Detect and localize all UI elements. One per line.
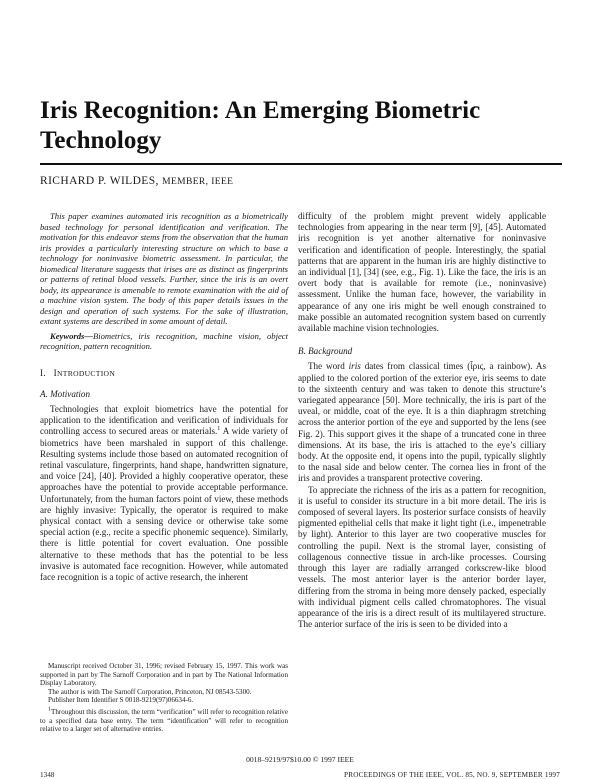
journal-footer: PROCEEDINGS OF THE IEEE, VOL. 85, NO. 9, SEPTEMBER 1997 <box>344 771 560 779</box>
keywords <box>40 331 288 352</box>
title-rule <box>40 163 562 165</box>
background-paragraph-2: To appreciate the richness of the iris as a pattern for recognition, it is useful to consider its structure in a bit more detail. The iris is composed of several layers. Its posterior surface consists of heavily pigmented epithelial cells that make it light tight (i.e., impenetrable by light). Anterior to this layer are two cooperative muscles for controlling the pupil. Next is the stromal layer, consisting of collagenous connective tissue in arch-like processes. Coursing through this layer are radially arranged corkscrew-like blood vessels. The most anterior layer is the anterior border layer, differing from the stroma in being more densely packed, especially with individual pigment cells called chromatophores. The visual appearance of the iris is a direct result of its multilayered structure. The anterior surface of the iris is seen to be divided into a <box>298 484 546 630</box>
footnote-1-text: Throughout this discussion, the term “verification” will refer to recognition relative to a specified data base entry. The term “identification” will refer to recognition relative to a larger set of alternative entries. <box>40 707 288 734</box>
section-title-first-letter: I <box>53 367 57 378</box>
section-heading-introduction <box>40 368 288 379</box>
footnote-author: The author is with The Sarnoff Corporation, Princeton, NJ 08543-5300. <box>48 687 252 696</box>
footnote-manuscript: Manuscript received October 31, 1996; revised February 15, 1997. This work was supported in part by The Sarnoff Corporation and in part by The National Information Display Laboratory. <box>40 662 288 688</box>
motivation-text-b: A wide variety of biometrics have been marshaled in support of this challenge. Resulting systems include those based on automated recognition of retinal vasculature, fingerprints, hand shape, handwritten signature, and voice [24], [40]. Provided a highly cooperative operator, these approaches have the potential to provide acceptable performance. Unfortunately, from the human factors point of view, these methods are highly invasive: Typically, the operator is required to make physical contact with a sensing device or otherwise take some special action (e.g., recite a specific phonemic sequence). Similarly, there is little potential for covert evaluation. One possible alternative to these methods that has the potential to be less invasive is automated face recognition. However, while automated face recognition is a topic of active research, the inherent <box>40 426 288 582</box>
motivation-text-a: Technologies that exploit biometrics have the potential for application to the identification and verification of individuals for controlling access to secured areas or materials. <box>40 403 288 437</box>
author-name: RICHARD P. WILDES, <box>40 175 159 187</box>
copyright-line: 0018–9219/97$10.00 © 1997 IEEE <box>246 755 354 764</box>
subsection-heading-motivation: A. Motivation <box>40 388 91 399</box>
footnote-pii: Publisher Item Identifier S 0018-9219(97)06634-6. <box>48 696 194 705</box>
keywords-label: Keywords— <box>50 330 93 341</box>
author-affiliation: MEMBER, IEEE <box>162 177 234 187</box>
motivation-paragraph <box>40 404 288 583</box>
author-line <box>40 175 233 187</box>
background-paragraph-1 <box>298 361 546 484</box>
page-number: 1348 <box>40 771 55 779</box>
section-number: I. <box>40 367 46 378</box>
subsection-heading-background: B. Background <box>298 346 353 357</box>
section-title-rest: NTRODUCTION <box>56 368 116 378</box>
background-text-a: The word <box>308 361 349 372</box>
background-italic-word: iris <box>348 361 361 372</box>
footnotes <box>40 662 288 734</box>
keywords-text: Biometrics, iris recognition, machine vision, object recognition, pattern recognition. <box>40 330 288 351</box>
footnote-1 <box>40 708 288 734</box>
background-text-b: dates from classical times (ἶρις, a rainbow). As applied to the colored portion of the exterior eye, iris seems to date to the sixteenth century and was taken to denote this structure’s variegated appearance [50]. More technically, the iris is part of the uveal, or middle, coat of the eye. It is a thin diaphragm stretching across the anterior portion of the eye and supported by the lens (see Fig. 2). This support gives it the shape of a truncated cone in three dimensions. At its base, the iris is attached to the eye’s cilliary body. At the opposite end, it opens into the pupil, typically slightly to the nasal side and below center. The cornea lies in front of the iris and provides a transparent protective covering. <box>298 361 547 484</box>
right-paragraph-continued: difficulty of the problem might prevent widely applicable technologies from appearing in the near term [9], [45]. Automated iris recognition is yet another alternative for noninvasive verification and identification of people. Interestingly, the spatial patterns that are apparent in the human iris are highly distinctive to an individual [1], [34] (see, e.g., Fig. 1). Like the face, the iris is an overt body that is available for remote (i.e., noninvasive) assessment. Unlike the human face, however, the variability in appearance of any one iris might be well enough constrained to make possible an automated recognition system based on currently available machine vision technologies. <box>298 211 546 334</box>
left-column <box>40 211 288 583</box>
paper-title: Iris Recognition: An Emerging Biometric Technology <box>40 97 481 154</box>
footnote-1-marker: 1 <box>48 706 51 713</box>
footnote-marker-1: 1 <box>217 426 221 433</box>
right-column <box>298 211 546 630</box>
abstract: This paper examines automated iris recognition as a biometrically based technology for personal identification and verification. The motivation for this endeavor stems from the observation that the human iris provides a particularly interesting structure on which to base a technology for noninvasive biometric assessment. In particular, the biomedical literature suggests that irises are as distinct as fingerprints or patterns of retinal blood vessels. Further, since the iris is an overt body, its appearance is amenable to remote examination with the aid of a machine vision system. The body of this paper details issues in the design and operation of such systems. For the sake of illustration, extant systems are described in some amount of detail. <box>40 211 288 326</box>
